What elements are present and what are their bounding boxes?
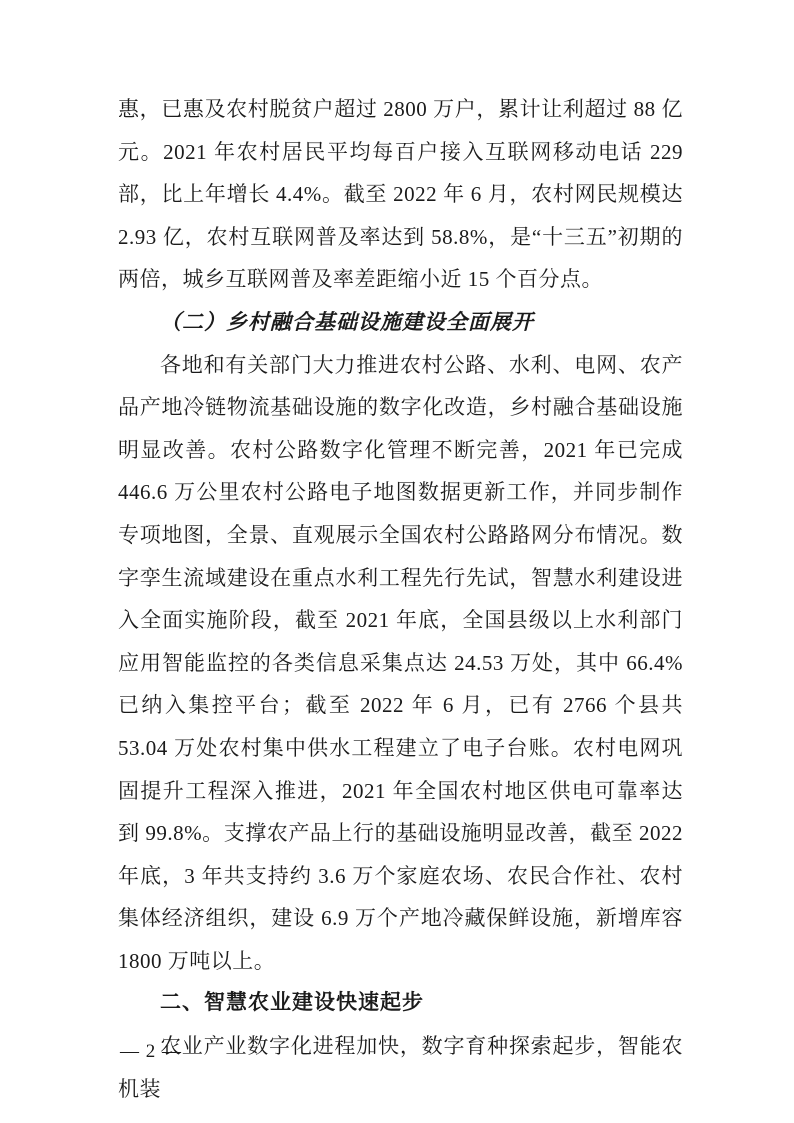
paragraph-continued-from-previous-page: 惠，已惠及农村脱贫户超过 2800 万户，累计让利超过 88 亿元。2021 年农村居民平均每百户接入互联网移动电话 229 部，比上年增长 4.4%。截至 2022 年 6 月，农村网民规模达 2.93 亿，农村互联网普及率达到 58.8%，是“十三五”初期的两倍，城乡互联网普及率差距缩小近 15 个百分点。 bbox=[118, 97, 683, 292]
paragraph-chapter-2: 农业产业数字化进程加快，数字育种探索起步，智能农机装 bbox=[118, 1034, 683, 1101]
page-content bbox=[118, 88, 683, 1110]
paragraph-section-2: 各地和有关部门大力推进农村公路、水利、电网、农产品产地冷链物流基础设施的数字化改造，乡村融合基础设施明显改善。农村公路数字化管理不断完善，2021 年已完成 446.6 万公里农村公路电子地图数据更新工作，并同步制作专项地图，全景、直观展示全国农村公路路网分布情况。数字孪生流域建设在重点水利工程先行先试，智慧水利建设进入全面实施阶段，截至 2021 年底，全国县级以上水利部门应用智能监控的各类信息采集点达 24.53 万处，其中 66.4%已纳入集控平台；截至 2022 年 6 月，已有 2766 个县共 53.04 万处农村集中供水工程建立了电子台账。农村电网巩固提升工程深入推进，2021 年全国农村地区供电可靠率达到 99.8%。支撑农产品上行的基础设施明显改善，截至 2022 年底，3 年共支持约 3.6 万个家庭农场、农民合作社、农村集体经济组织，建设 6.9 万个产地冷藏保鲜设施，新增库容 1800 万吨以上。 bbox=[118, 352, 683, 973]
page-number: — 2 — bbox=[120, 1041, 182, 1062]
heading-section-2: （二）乡村融合基础设施建设全面展开 bbox=[160, 309, 534, 334]
heading-chapter-2: 二、智慧农业建设快速起步 bbox=[160, 991, 424, 1015]
